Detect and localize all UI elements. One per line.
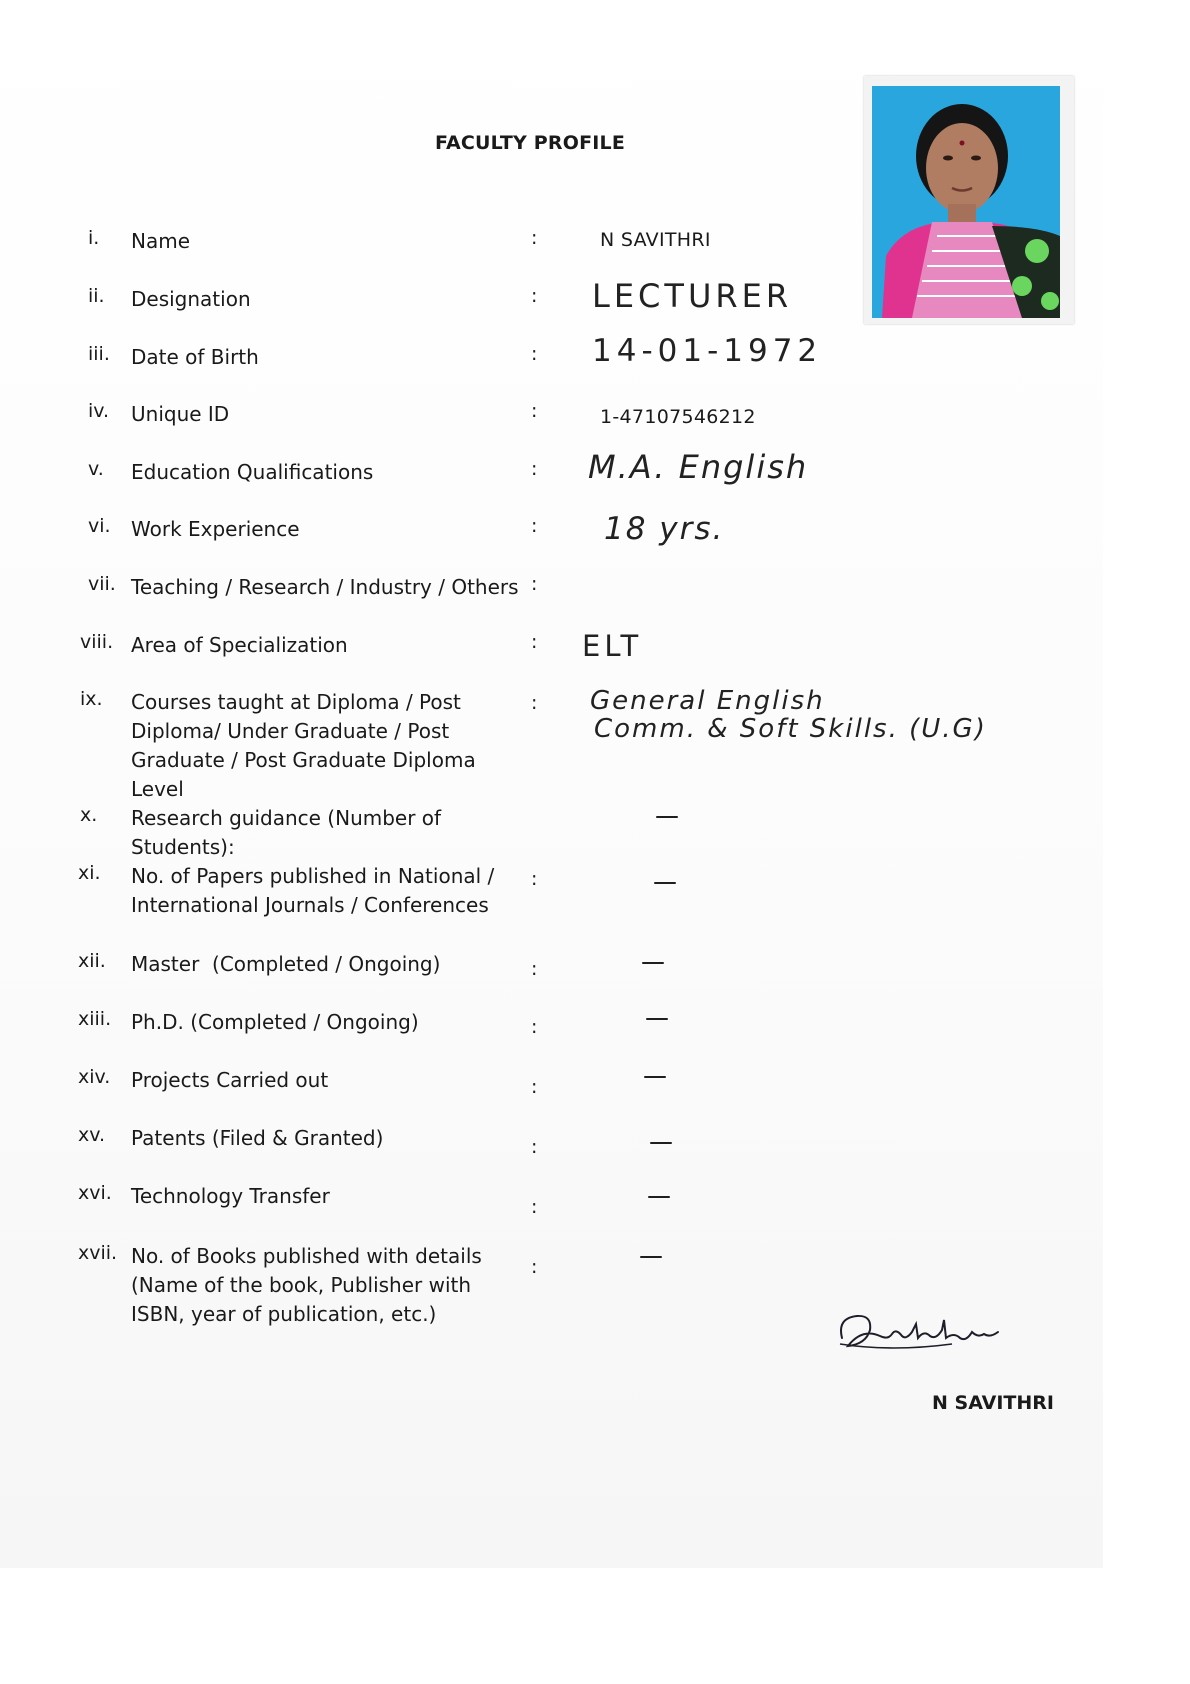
row-label: Education Qualifications: [131, 460, 374, 484]
row-number: vii.: [88, 573, 116, 595]
row-number: ix.: [80, 688, 103, 710]
row-number: iii.: [88, 343, 110, 365]
empty-value-dash: [642, 962, 664, 964]
label-line: (Name of the book, Publisher with: [131, 1273, 472, 1297]
label-line: No. of Books published with details: [131, 1244, 482, 1268]
colon: :: [531, 1136, 538, 1158]
row-number: xvii.: [78, 1242, 118, 1264]
signature-scribble: [832, 1300, 1012, 1360]
colon: :: [531, 285, 538, 307]
row-number: xi.: [78, 862, 101, 884]
page-title: FACULTY PROFILE: [434, 132, 625, 154]
row-number: x.: [80, 804, 98, 826]
row-label: Name: [131, 229, 191, 253]
colon: :: [531, 515, 538, 537]
row-number: xii.: [78, 950, 106, 972]
label-line: Courses taught at Diploma / Post: [131, 690, 461, 714]
empty-value-dash: [650, 1142, 672, 1144]
row-label: Projects Carried out: [131, 1068, 329, 1092]
colon: :: [531, 1196, 538, 1218]
courses-value-line-1: General English: [590, 686, 825, 716]
portrait-illustration: [872, 86, 1060, 318]
designation-value: LECTURER: [592, 277, 793, 315]
colon: :: [531, 1076, 538, 1098]
label-line: Graduate / Post Graduate Diploma Level: [131, 748, 476, 801]
empty-value-dash: [654, 882, 676, 884]
row-label: [131, 862, 531, 920]
row-number: viii.: [80, 631, 114, 653]
colon: :: [531, 573, 538, 595]
row-number: xiv.: [78, 1066, 111, 1088]
row-label: Area of Specialization: [131, 633, 348, 657]
row-label: Teaching / Research / Industry / Others: [131, 575, 519, 599]
dob-value: 14-01-1972: [592, 333, 823, 369]
row-number: vi.: [88, 515, 111, 537]
courses-value-line-2: Comm. & Soft Skills. (U.G): [594, 714, 987, 744]
row-number: iv.: [88, 400, 110, 422]
education-value: M.A. English: [588, 448, 809, 486]
row-number: ii.: [88, 285, 105, 307]
work-experience-value: 18 yrs.: [604, 511, 725, 547]
label-line: Diploma/ Under Graduate / Post: [131, 719, 450, 743]
row-label: Designation: [131, 287, 251, 311]
row-label: Date of Birth: [131, 345, 259, 369]
signatory-name: N SAVITHRI: [932, 1392, 1054, 1414]
label-line: International Journals / Conferences: [131, 893, 489, 917]
handwritten-signature: [832, 1300, 1012, 1364]
colon: :: [531, 227, 538, 249]
row-number: xvi.: [78, 1182, 112, 1204]
row-label: Patents (Filed & Granted): [131, 1126, 384, 1150]
row-number: v.: [88, 458, 104, 480]
unique-id-value: 1-47107546212: [600, 406, 756, 428]
colon: :: [531, 400, 538, 422]
row-label: Master (Completed / Ongoing): [131, 952, 441, 976]
row-label: Work Experience: [131, 517, 300, 541]
profile-photo: [872, 86, 1060, 318]
row-label: Research guidance (Number of Students):: [131, 806, 442, 859]
name-value: N SAVITHRI: [600, 229, 711, 251]
label-line: ISBN, year of publication, etc.): [131, 1302, 437, 1326]
colon: :: [531, 868, 538, 890]
empty-value-dash: [648, 1196, 670, 1198]
row-number: xiii.: [78, 1008, 112, 1030]
colon: :: [531, 631, 538, 653]
colon: :: [531, 458, 538, 480]
colon: :: [531, 343, 538, 365]
empty-value-dash: [656, 816, 678, 818]
row-label: Ph.D. (Completed / Ongoing): [131, 1010, 419, 1034]
colon: :: [531, 692, 538, 714]
colon: :: [531, 1256, 538, 1278]
row-number: i.: [88, 227, 100, 249]
row-label: [131, 1242, 531, 1329]
row-label: Technology Transfer: [131, 1184, 330, 1208]
empty-value-dash: [646, 1018, 668, 1020]
colon: :: [531, 958, 538, 980]
row-number: xv.: [78, 1124, 106, 1146]
empty-value-dash: [640, 1256, 662, 1258]
colon: :: [531, 1016, 538, 1038]
empty-value-dash: [644, 1076, 666, 1078]
specialization-value: ELT: [582, 629, 643, 663]
row-label: [131, 688, 531, 804]
row-label: Unique ID: [131, 402, 230, 426]
label-line: No. of Papers published in National /: [131, 864, 495, 888]
